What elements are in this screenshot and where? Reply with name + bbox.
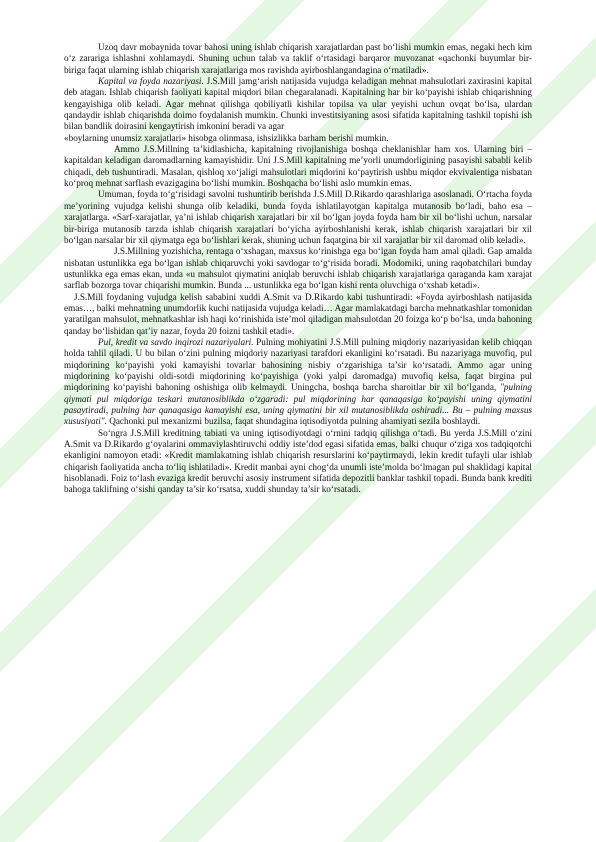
paragraph (64, 189, 532, 246)
paragraph-text: Ammo J.S.Millning ta’kidlashicha, kapitalning rivojlanishiga boshqa cheklanishlar ham xos. Ularning biri – kapitaldan keladigan daromadlarning kamayishidir. Uni J.S.Mill kapitalning me’yorli unumdorligining pasayishi sababli kelib chiqadi, deb tushuntiradi. Masalan, qishloq xo‘jaligi mahsulotlari miqdorini ko‘paytirish ushbu miqdor ekvivalentiga nisbatan ko‘proq mehnat sarflash evazigagina bo‘lishi mumkin. Boshqacha bo‘lishi aslo mumkin emas. (64, 144, 532, 189)
paragraph (64, 292, 532, 337)
paragraph-text: So‘ngra J.S.Mill kreditning tabiati va uning iqtisodiyotdagi o‘rnini tadqiq qilishga o‘tadi. Bu yerda J.S.Mill o‘zini A.Smit va D.Rikardo g‘oyalarini ommaviylashtiruvchi oddiy iste’dod egasi sifatida emas, balki chuqur o‘ziga xos tadqiqotchi ekanligini namoyon etadi: «Kredit mamlakatning ishlab chiqarish resurslarini ko‘paytirmaydi, lekin kredit tufayli ular ishlab chiqarish faoliyatida ancha to‘liq ishlatiladi». Kredit manbai ayni chog‘da unumli iste’molda bo‘lmagan pul shaklidagi kapital hisoblanadi. Foiz to‘lash evaziga kredit beruvchi asosiy instrument sifatida depozitli banklar tashkil topadi. Bunda bank krediti bahoga taklifning o‘sishi qanday ta’sir ko‘rsatsa, xuddi shunday ta’sir ko‘rsatadi. (64, 427, 532, 495)
paragraph-text: Pulning mohiyatini J.S.Mill pulning miqdoriy nazariyasidan kelib chiqqan holda tahlil qiladi. U bu bilan o‘zini pulning miqdoriy nazariyasi tarafdori ekanligini ko‘rsatadi. Bu nazariyaga muvofiq, pul miqdorining ko‘payishi yoki kamayishi tovarlar bahosining nisbiy o‘zgarishiga ta’sir ko‘rsatadi. Ammo agar uning miqdorining ko‘payishi oldi-sotdi miqdorining ko‘payishiga (yoki yalpi daromadga) muvofiq kelsa, faqat birgina pul miqdorining ko‘payishi bahoning oshishiga olib kelmaydi. Uningcha, boshqa barcha sharoitlar bir xil bo‘lganda, (64, 336, 532, 393)
paragraph (64, 42, 532, 76)
italic-text: Kapital va foyda nazariyasi. (98, 76, 204, 87)
paragraph (64, 246, 532, 291)
paragraph-text: «boylarning unumsiz xarajatlari» hisobga olinmasa, ishsizlikka barham berishi mumkin. (64, 132, 389, 143)
paragraph (64, 428, 532, 496)
paragraph (64, 337, 532, 428)
paragraph-text: Qachonki pul mexanizmi buzilsa, faqat shundagina iqtisodiyotda pulning ahamiyati sezila boshlaydi. (106, 416, 481, 427)
italic-text: "pulning qiymati pul miqdoriga teskari mutanosiblikda o‘zgaradi: pul miqdorining har qanaqasiga ko‘payishi uning qiymatini pasaytiradi, pulning har qanaqasiga kamayishi esa, uning qiymatini bir xil mutanosiblikda oshiradi... Bu – pulning maxsus xususiyati". (64, 382, 532, 427)
paragraph-text: J.S.Mill foydaning vujudga kelish sababini xuddi A.Smit va D.Rikardo kabi tushuntiradi: «Foyda ayirboshlash natijasida emas…, balki mehnatning unumdorlik kuchi natijasida vujudga keladi… Agar mamlakatdagi barcha mehnatkashlar tomonidan yaratilgan mahsulot, mehnatkashlar ish haqi ko‘rinishida iste’mol qiladigan mahsulotdan 20 foizga ko‘p bo‘lsa, unda bahoning qanday bo‘lishidan qat’iy nazar, foyda 20 foizni tashkil etadi». (64, 291, 532, 336)
paragraph (64, 133, 532, 144)
italic-text: Pul, kredit va savdo inqirozi nazariyalari. (98, 336, 254, 347)
paragraph (64, 144, 532, 189)
paragraph-text: Umuman, foyda to‘g‘risidagi savolni tushuntirib berishda J.S.Mill D.Rikardo qarashlariga asoslanadi. O‘rtacha foyda me’yorining vujudga kelishi shunga olib keladiki, bunda foyda ishlatilayotgan kapitalga mutanosib bo‘ladi, baho esa – xarajatlarga. «Sarf-xarajatlar, ya’ni ishlab chiqarish xarajatlari bir xil bo‘lgan joyda foyda ham bir xil bo‘lishi uchun, narsalar bir-biriga mutanosib tarzda ishlab chiqarish xarajatlari bo‘yicha ayirboshlanishi kerak, ishlab chiqarish xarajatlari bir xil bo‘lgan narsalar bir xil qiymatga ega bo‘lishlari kerak, shuning uchun faqatgina bir xil xarajatlar bir xil daromad olib keladi». (64, 189, 532, 245)
paragraph-text: J.S.Mill jamg‘arish natijasida vujudga keladigan mehnat mahsulotlari zaxirasini kapital deb atagan. Ishlab chiqarish faoliyati kapital miqdori bilan chegaralanadi. Kapitalning har bir ko‘payishi ishlab chiqarishning kengayishiga olib keladi. Agar mehnat qilishga qobiliyatli kishilar topilsa va ular yeyishi uchun ovqat bo‘lsa, ulardan qandaydir ishlab chiqarishda doimo foydalanish mumkin. Chunki investitsiyaning asosi sifatida kapitalning tashkil topishi ish bilan bandlik doirasini kengaytirish imkonini beradi va agar (64, 76, 532, 132)
paragraph (64, 76, 532, 133)
document-body (64, 42, 532, 496)
paragraph-text: J.S.Millning yozishicha, rentaga o‘xshagan, maxsus ko‘rinishga ega bo‘lgan foyda ham amal qiladi. Gap amalda nisbatan ustunlikka ega bo‘lgan ishlab chiqaruvchi yoki savdogar to‘g‘risida boradi. Modomiki, uning raqobatchilari bunday ustunlikka ega emas ekan, unda «u mahsulot qiymatini aniqlab beruvchi ishlab chiqarish xarajatlariga qaraganda kam xarajat sarflab bozorga tovar chiqarishi mumkin. Bunda ... ustunlikka ega bo‘lgan kishi renta oluvchiga o‘xshab ketadi». (64, 246, 532, 291)
paragraph-text: Uzoq davr mobaynida tovar bahosi uning ishlab chiqarish xarajatlardan past bo‘lishi mumkin emas, negaki hech kim o‘z zarariga ishlashni xohlamaydi. Shuning uchun talab va taklif o‘rtasidagi barqaror muvozanat «qachonki buyumlar bir-biriga faqat ularning ishlab chiqarish xarajatlariga mos ravishda ayirboshlangandagina o‘rnatiladi». (64, 42, 532, 75)
